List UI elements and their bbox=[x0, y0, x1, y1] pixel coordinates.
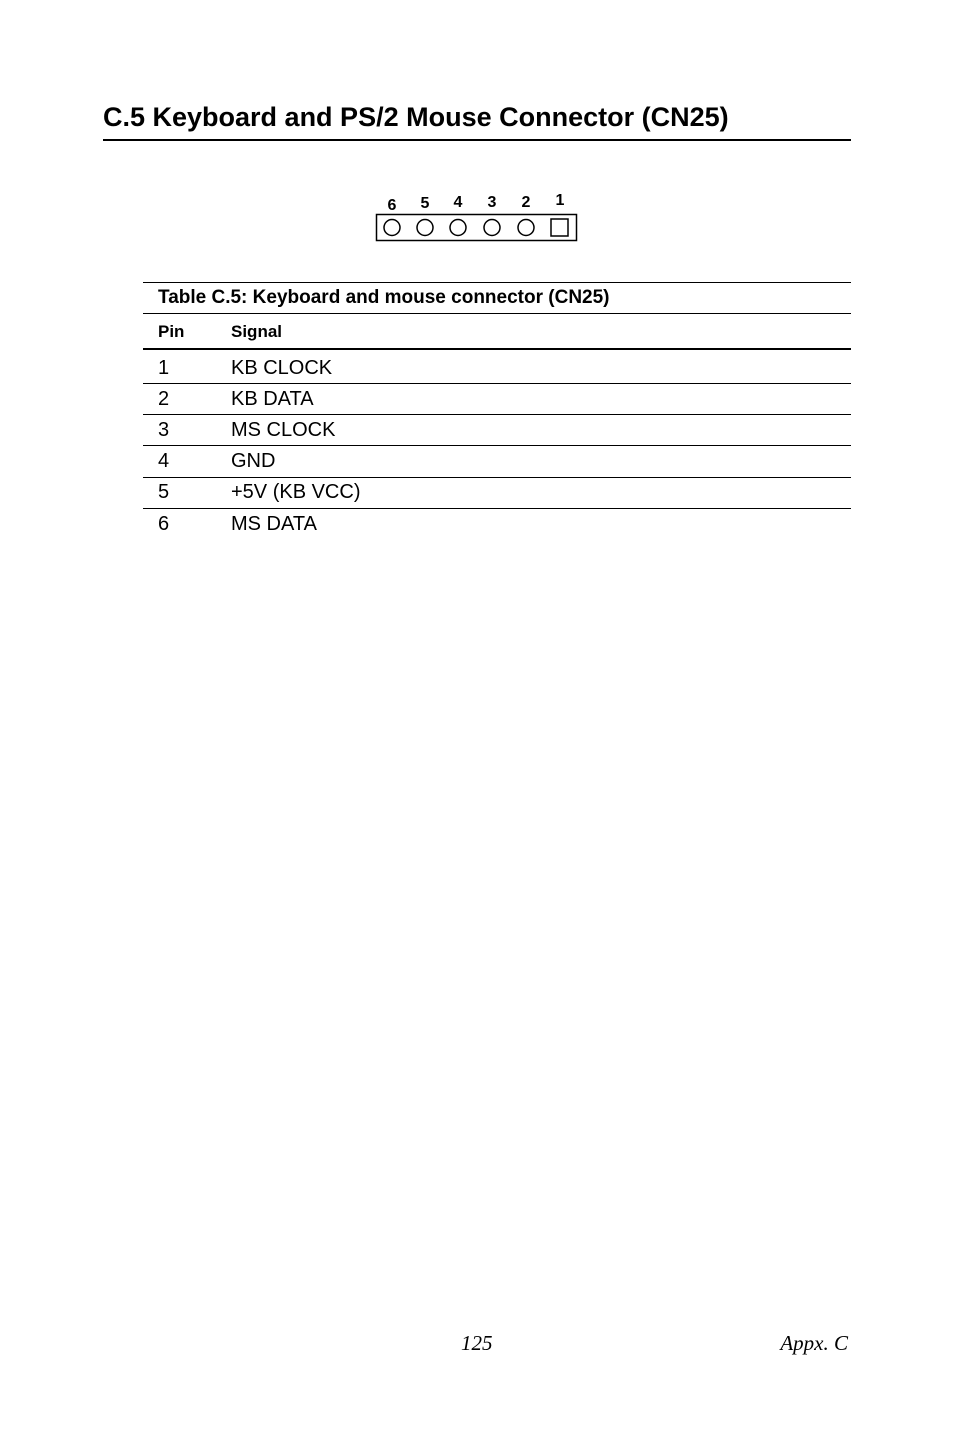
pin-label-4: 4 bbox=[453, 194, 463, 211]
header-rule bbox=[143, 348, 851, 350]
pin-label-3: 3 bbox=[487, 194, 497, 211]
header-pin: Pin bbox=[158, 322, 185, 341]
page-number: 125 bbox=[461, 1331, 493, 1355]
table-top-rule bbox=[143, 282, 851, 283]
signal-name: KB CLOCK bbox=[231, 357, 333, 379]
pin-number: 4 bbox=[158, 450, 170, 472]
pin-number: 3 bbox=[158, 419, 170, 441]
signal-name: +5V (KB VCC) bbox=[231, 481, 361, 503]
title-divider bbox=[103, 139, 851, 141]
signal-name: MS CLOCK bbox=[231, 419, 336, 441]
table-row bbox=[143, 352, 851, 383]
table-caption: Table C.5: Keyboard and mouse connector (CN25) bbox=[158, 287, 610, 308]
pin-label-5: 5 bbox=[420, 195, 430, 212]
header-signal: Signal bbox=[231, 322, 283, 341]
signal-name: MS DATA bbox=[231, 513, 317, 535]
signal-name: KB DATA bbox=[231, 388, 314, 410]
appendix-label: Appx. C bbox=[780, 1331, 848, 1355]
connector-housing bbox=[377, 215, 577, 241]
table-row bbox=[143, 508, 851, 539]
pin-number: 2 bbox=[158, 388, 170, 410]
table-row bbox=[143, 476, 851, 507]
pin-number: 6 bbox=[158, 513, 170, 535]
section-title: C.5 Keyboard and PS/2 Mouse Connector (CN25) bbox=[103, 102, 729, 132]
pin-label-1: 1 bbox=[555, 192, 565, 209]
signal-name: GND bbox=[231, 450, 276, 472]
connector-diagram bbox=[370, 186, 585, 246]
table-row bbox=[143, 383, 851, 414]
pin-number: 5 bbox=[158, 481, 170, 503]
table-row bbox=[143, 445, 851, 476]
pin-label-2: 2 bbox=[521, 194, 531, 211]
caption-rule bbox=[143, 313, 851, 314]
pin-label-6: 6 bbox=[387, 197, 397, 214]
table-row bbox=[143, 414, 851, 445]
pin-number: 1 bbox=[158, 357, 170, 379]
